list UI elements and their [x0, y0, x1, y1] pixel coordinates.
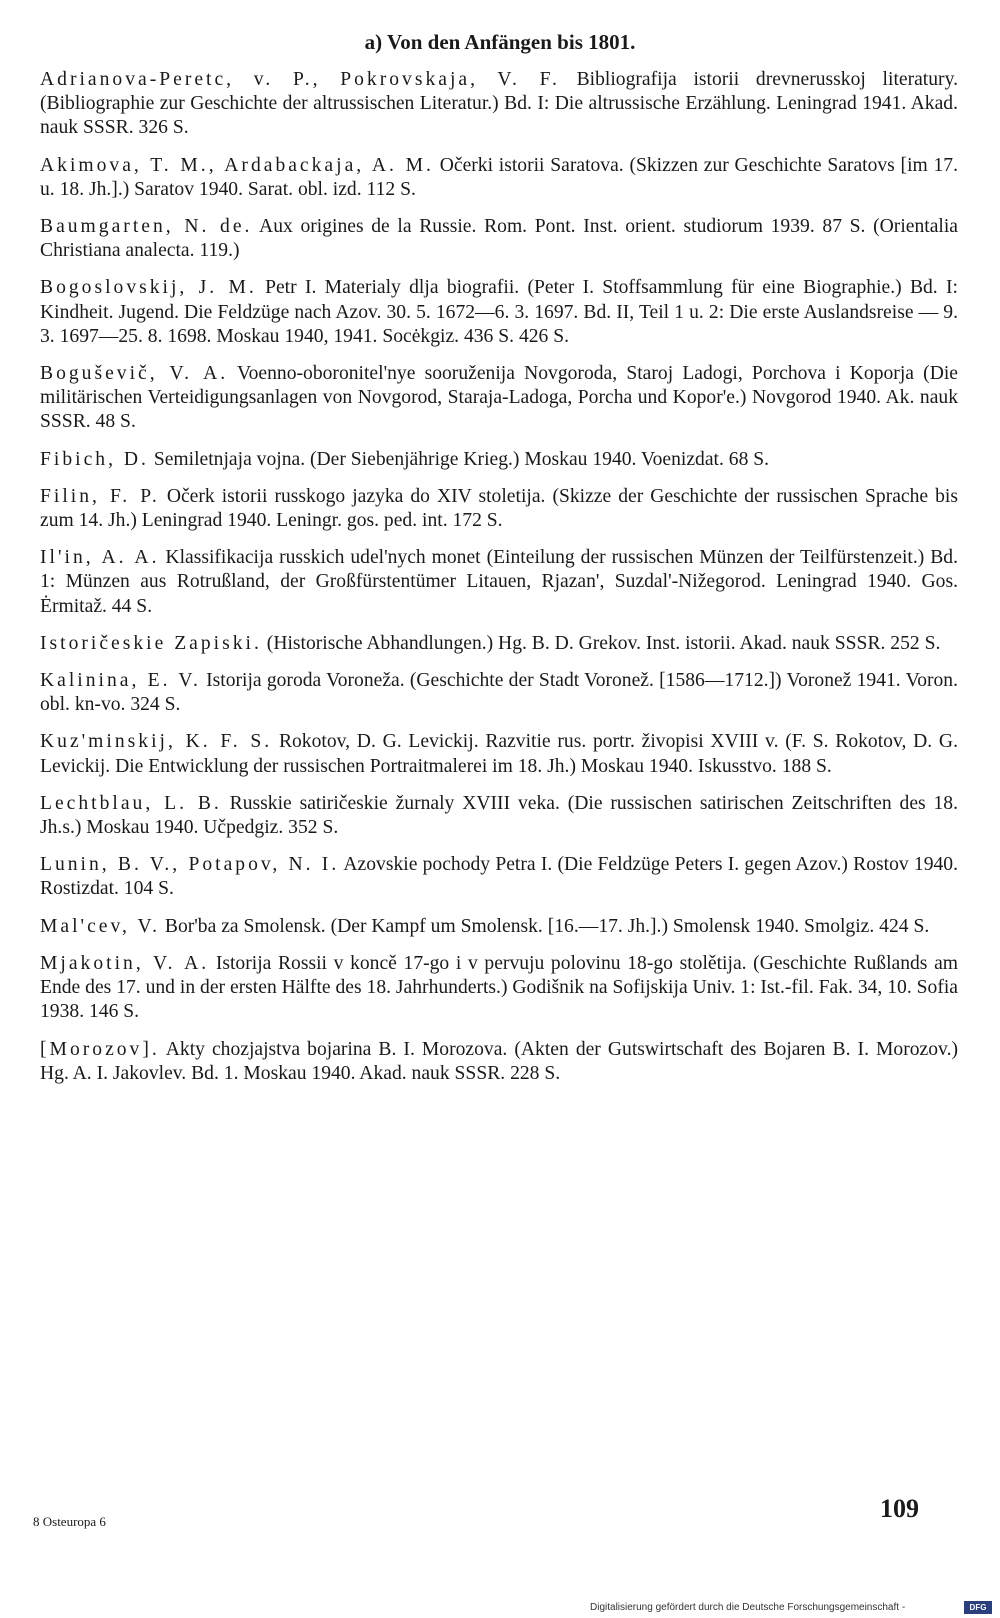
entry-author: Kalinina, E. V. — [40, 670, 201, 692]
entry-text: Voenno-oboronitel'nye sooruženija Novgoroda, Staroj Ladogi, Porchova i Koporja (Die militärischen Verteidigungsanlagen von Novgorod, Staraja-Ladoga, Porcha und Kopor'e.) Novgorod 1940. Ak. nauk SSSR. 48 S. — [40, 363, 958, 433]
entry-author: Lechtblau, L. B. — [40, 792, 222, 814]
entry-text: Azovskie pochody Petra I. (Die Feldzüge Peters I. gegen Azov.) Rostov 1940. Rostizdat. 104 S. — [40, 854, 958, 900]
entry-author: Il'in, A. A. — [40, 547, 160, 569]
entry-text: Russkie satiričeskie žurnaly XVIII veka. (Die russischen satirischen Zeitschriften des 18. Jh.s.) Moskau 1940. Učpedgiz. 352 S. — [40, 792, 958, 839]
entry-text: (Historische Abhandlungen.) Hg. B. D. Grekov. Inst. istorii. Akad. nauk SSSR. 252 S. — [261, 632, 941, 654]
entry-author: [Morozov]. — [40, 1038, 160, 1060]
entry-author: Lunin, B. V., Potapov, N. I. — [40, 854, 340, 876]
bibliography-entry — [40, 215, 958, 263]
bibliography-entry — [40, 730, 958, 778]
entry-text: Akty chozjajstva bojarina B. I. Morozova. (Akten der Gutswirtschaft des Bojaren B. I. Morozov.) Hg. A. I. Jakovlev. Bd. 1. Moskau 1940. Akad. nauk SSSR. 228 S. — [40, 1038, 958, 1084]
bibliography-entry — [40, 1038, 958, 1086]
bibliography-entry — [40, 68, 958, 141]
entry-text: Istorija Rossii v koncě 17-go i v pervuju polovinu 18-go stolětija. (Geschichte Rußlands am Ende des 17. und in der ersten Hälfte des 18. Jahrhunderts.) Godišnik na Sofijskija Univ. 1: Ist.-fil. Fak. 34, 10. Sofia 1938. 146 S. — [40, 952, 959, 1023]
entry-text: Aux origines de la Russie. Rom. Pont. Inst. orient. studiorum 1939. 87 S. (Orientalia Christiana analecta. 119.) — [40, 216, 958, 262]
entry-author: Bogoslovskij, J. M. — [40, 277, 257, 299]
entry-text: Očerki istorii Saratova. (Skizzen zur Geschichte Saratovs [im 17. u. 18. Jh.].) Saratov 1940. Sarat. obl. izd. 112 S. — [40, 154, 959, 200]
entry-text: Istorija goroda Voroneža. (Geschichte der Stadt Voronež. [1586—1712.]) Voronež 1941. Voron. obl. kn-vo. 324 S. — [40, 670, 959, 716]
entry-author: Kuz'minskij, K. F. S. — [40, 731, 273, 753]
bibliography-entry — [40, 853, 958, 901]
page-title: a) Von den Anfängen bis 1801. — [364, 30, 636, 54]
entry-text: Bibliografija istorii drevnerusskoj literatury. (Bibliographie zur Geschichte der altrussischen Literatur.) Bd. I: Die altrussische Erzählung. Leningrad 1941. Akad. nauk SSSR. 326 S. — [40, 69, 958, 139]
entry-author: Mal'cev, V. — [40, 915, 160, 937]
bibliography-entry — [40, 632, 958, 656]
entry-author: Adrianova-Peretc, v. P., Pokrovskaja, V. F. — [40, 69, 560, 90]
bibliography-entry — [40, 362, 958, 435]
entry-text: Bor'ba za Smolensk. (Der Kampf um Smolensk. [16.—17. Jh.].) Smolensk 1940. Smolgiz. 424 S. — [159, 915, 930, 937]
entry-text: Semiletnjaja vojna. (Der Siebenjährige Krieg.) Moskau 1940. Voenizdat. 68 S. — [148, 448, 770, 470]
bibliography-entry — [40, 792, 958, 840]
entry-text: Klassifikacija russkich udel'nych monet (Einteilung der russischen Münzen der Teilfürstenzeit.) Bd. 1: Münzen aus Rotrußland, der Großfürstentümer Litauen, Rjazan', Suzdal'-Nižegorod. Leningrad 1940. Gos. Ėrmitaž. 44 S. — [40, 547, 958, 617]
sheet-signature: 8 Osteuropa 6 — [33, 1514, 106, 1529]
entry-text: Petr I. Materialy dlja biografii. (Peter I. Stoffsammlung für eine Biographie.) Bd. I: Kindheit. Jugend. Die Feldzüge nach Azov. 30. 5. 1672—6. 3. 1697. Bd. II, Teil 1 u. 2: Die erste Auslandsreise — 9. 3. 1697—25. 8. 1698. Moskau 1940, 1941. Socėkgiz. 436 S. 426 S. — [40, 277, 958, 347]
bibliography-entry — [40, 546, 958, 619]
bibliography-entry — [40, 276, 958, 349]
entry-text: Rokotov, D. G. Levickij. Razvitie rus. portr. živopisi XVIII v. (F. S. Rokotov, D. G. Levickij. Die Entwicklung der russischen Portraitmalerei im 18. Jh.) Moskau 1940. Iskusstvo. 188 S. — [40, 731, 958, 777]
bibliography-entry — [40, 952, 958, 1025]
entry-text: Očerk istorii russkogo jazyka do XIV stoletija. (Skizze der Geschichte der russischen Sprache bis zum 14. Jh.) Leningrad 1940. Leningr. gos. ped. int. 172 S. — [40, 485, 958, 532]
entry-author: Baumgarten, N. de. — [40, 216, 253, 238]
dfg-logo: DFG — [964, 1601, 992, 1614]
entry-author: Mjakotin, V. A. — [40, 952, 210, 974]
bibliography-entry — [40, 485, 958, 533]
entry-author: Fibich, D. — [40, 448, 149, 470]
bibliography-entry — [40, 154, 958, 202]
entry-author: Istoričeskie Zapiski. — [40, 632, 262, 654]
bibliography-entry — [40, 448, 958, 472]
bibliography-entry — [40, 669, 958, 717]
bibliography-entry — [40, 915, 958, 939]
page-number: 109 — [880, 1494, 919, 1523]
entry-author: Boguševič, V. A. — [40, 363, 229, 385]
bibliography-list — [40, 68, 958, 1099]
entry-author: Akimova, T. M., Ardabackaja, A. M. — [40, 154, 434, 176]
entry-author: Filin, F. P. — [40, 485, 160, 507]
digitization-credit: Digitalisierung gefördert durch die Deutsche Forschungsgemeinschaft - — [590, 1602, 906, 1613]
